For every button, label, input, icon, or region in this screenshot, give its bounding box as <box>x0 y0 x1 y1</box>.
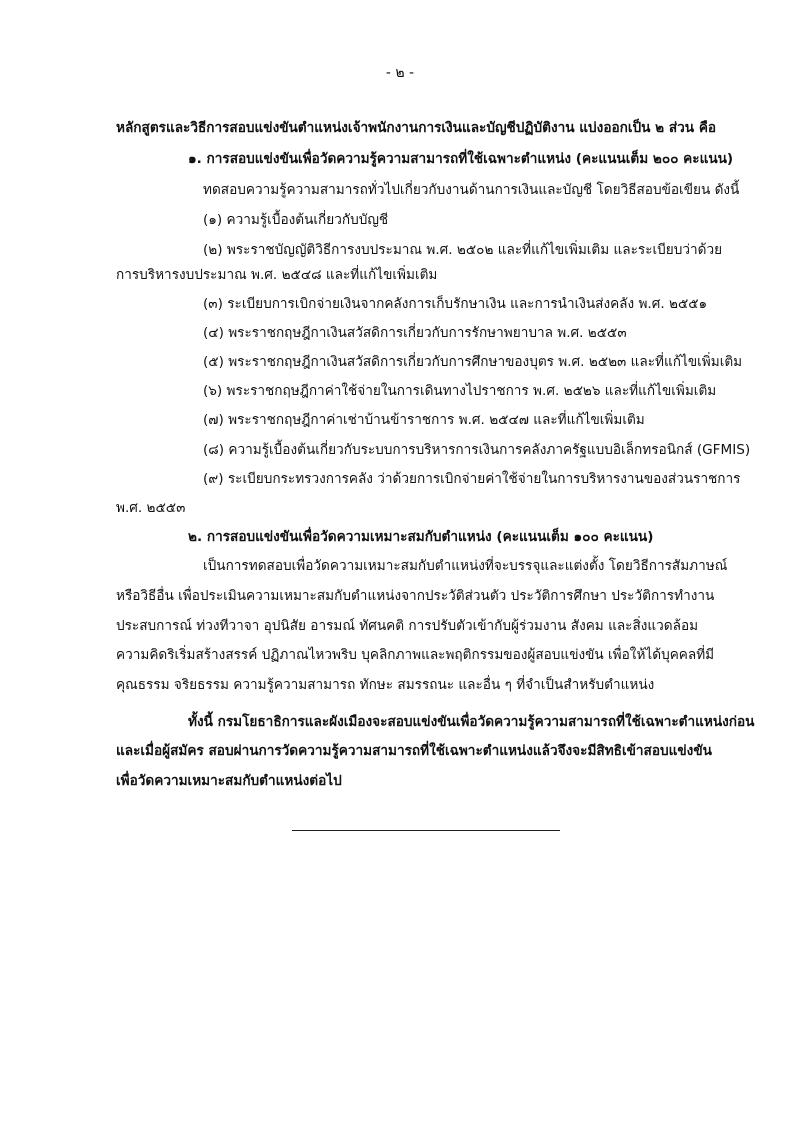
section1-item: (๔) พระราชกฤษฎีกาเงินสวัสดิการเกี่ยวกับการรักษาพยาบาล พ.ศ. ๒๕๕๓ <box>203 325 627 341</box>
section2-paragraph-line: ประสบการณ์ ท่วงทีวาจา อุปนิสัย อารมณ์ ทัศนคติ การปรับตัวเข้ากับผู้ร่วมงาน สังคม และสิ่งแวดล้อม <box>116 618 699 634</box>
section1-item: (๑) ความรู้เบื้องต้นเกี่ยวกับบัญชี <box>203 212 389 228</box>
end-rule-divider <box>292 830 560 831</box>
section1-item: (๓) ระเบียบการเบิกจ่ายเงินจากคลังการเก็บรักษาเงิน และการนำเงินส่งคลัง พ.ศ. ๒๕๕๑ <box>203 296 708 312</box>
section1-item-continuation: พ.ศ. ๒๕๕๓ <box>116 500 186 516</box>
section1-item: (๒) พระราชบัญญัติวิธีการงบประมาณ พ.ศ. ๒๕๐๒ และที่แก้ไขเพิ่มเติม และระเบียบว่าด้วย <box>203 242 723 258</box>
section2-paragraph-line: ความคิดริเริ่มสร้างสรรค์ ปฏิภาณไหวพริบ บุคลิกภาพและพฤติกรรมของผู้สอบแข่งขัน เพื่อให้ได้บุคคลที่มี <box>116 647 715 663</box>
section1-item: (๖) พระราชกฤษฎีกาค่าใช้จ่ายในการเดินทางไปราชการ พ.ศ. ๒๕๒๖ และที่แก้ไขเพิ่มเติม <box>203 383 717 399</box>
intro-line: หลักสูตรและวิธีการสอบแข่งขันตำแหน่งเจ้าพนักงานการเงินและบัญชีปฏิบัติงาน แบ่งออกเป็น ๒ ส่วน คือ <box>116 120 717 136</box>
section1-item: (๘) ความรู้เบื้องต้นเกี่ยวกับระบบการบริหารการเงินการคลังภาครัฐแบบอิเล็กทรอนิกส์ (GFMIS) <box>203 442 751 458</box>
closing-line: ทั้งนี้ กรมโยธาธิการและผังเมืองจะสอบแข่งขันเพื่อวัดความรู้ความสามารถที่ใช้เฉพาะตำแหน่งก่อน <box>188 714 755 730</box>
section1-heading: ๑. การสอบแข่งขันเพื่อวัดความรู้ความสามารถที่ใช้เฉพาะตำแหน่ง (คะแนนเต็ม ๒๐๐ คะแนน) <box>188 151 734 167</box>
section1-item: (๙) ระเบียบกระทรวงการคลัง ว่าด้วยการเบิกจ่ายค่าใช้จ่ายในการบริหารงานของส่วนราชการ <box>203 471 741 487</box>
page-number: - ๒ - <box>385 65 415 81</box>
closing-line: เพื่อวัดความเหมาะสมกับตำแหน่งต่อไป <box>116 773 342 789</box>
section1-item: (๕) พระราชกฤษฎีกาเงินสวัสดิการเกี่ยวกับการศึกษาของบุตร พ.ศ. ๒๕๒๓ และที่แก้ไขเพิ่มเติม <box>203 354 743 370</box>
closing-line: และเมื่อผู้สมัคร สอบผ่านการวัดความรู้ความสามารถที่ใช้เฉพาะตำแหน่งแล้วจึงจะมีสิทธิเข้าสอบแข่งขัน <box>116 743 712 759</box>
section1-item: (๗) พระราชกฤษฎีกาค่าเช่าบ้านข้าราชการ พ.ศ. ๒๕๔๗ และที่แก้ไขเพิ่มเติม <box>203 412 645 428</box>
section1-description: ทดสอบความรู้ความสามารถทั่วไปเกี่ยวกับงานด้านการเงินและบัญชี โดยวิธีสอบข้อเขียน ดังนี้ <box>203 182 740 198</box>
section2-paragraph-line: เป็นการทดสอบเพื่อวัดความเหมาะสมกับตำแหน่งที่จะบรรจุและแต่งตั้ง โดยวิธีการสัมภาษณ์ <box>203 558 728 574</box>
section2-paragraph-line: หรือวิธีอื่น เพื่อประเมินความเหมาะสมกับตำแหน่งจากประวัติส่วนตัว ประวัติการศึกษา ประวัติการทำงาน <box>116 588 715 604</box>
section2-heading: ๒. การสอบแข่งขันเพื่อวัดความเหมาะสมกับตำแหน่ง (คะแนนเต็ม ๑๐๐ คะแนน) <box>188 529 654 545</box>
section2-paragraph-line: คุณธรรม จริยธรรม ความรู้ความสามารถ ทักษะ สมรรถนะ และอื่น ๆ ที่จำเป็นสำหรับตำแหน่ง <box>116 677 655 693</box>
section1-item-continuation: การบริหารงบประมาณ พ.ศ. ๒๕๔๘ และที่แก้ไขเพิ่มเติม <box>116 267 438 283</box>
